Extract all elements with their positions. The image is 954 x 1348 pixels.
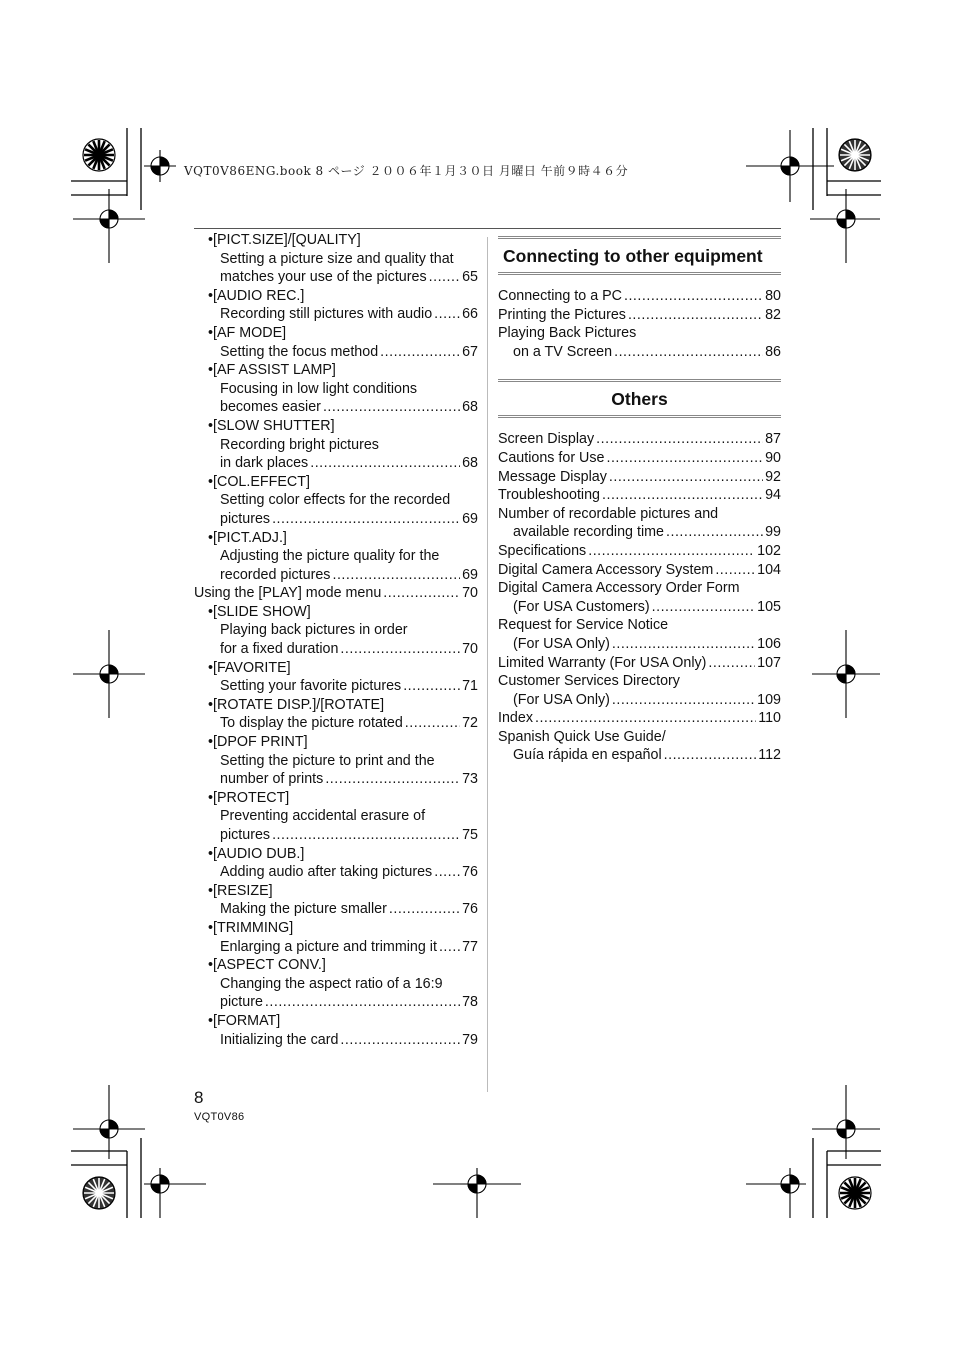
- toc-entry: [498, 505, 781, 524]
- toc-entry-text: • [AF MODE]: [213, 324, 287, 341]
- section-heading: Others: [498, 379, 781, 418]
- toc-entry: [498, 635, 781, 654]
- toc-entry-text: Guía rápida en español: [513, 747, 662, 764]
- toc-entry-text: Spanish Quick Use Guide/: [498, 728, 666, 745]
- section-spacer: [498, 361, 781, 379]
- toc-entry-text: Recording bright pictures: [220, 436, 379, 453]
- toc-page-number: 99: [765, 524, 781, 541]
- toc-entry-text: Cautions for Use: [498, 449, 605, 466]
- dot-leader: [340, 640, 460, 659]
- toc-entry: [498, 561, 781, 580]
- dot-leader: [265, 993, 460, 1012]
- toc-entry: [194, 770, 478, 789]
- dot-leader: [383, 584, 460, 603]
- toc-entry: [194, 436, 478, 455]
- toc-page-number: 68: [462, 455, 478, 472]
- toc-entry: [498, 672, 781, 691]
- toc-entry-text: • [COL.EFFECT]: [213, 473, 310, 490]
- toc-entry-text: Limited Warranty (For USA Only): [498, 654, 707, 671]
- dot-leader: [272, 510, 460, 529]
- dot-leader: [666, 523, 763, 542]
- toc-page-number: 70: [462, 641, 478, 658]
- toc-entry-text: (For USA Customers): [513, 598, 650, 615]
- toc-page-number: 76: [462, 864, 478, 881]
- dot-leader: [708, 654, 755, 673]
- toc-entry: [194, 882, 478, 901]
- toc-entry-text: Connecting to a PC: [498, 288, 622, 304]
- toc-entry-text: in dark places: [220, 455, 309, 472]
- toc-entry: [498, 306, 781, 325]
- toc-entry: [194, 305, 478, 324]
- toc-entry: [194, 510, 478, 529]
- toc-entry-text: • [AUDIO REC.]: [213, 287, 305, 304]
- toc-entry: [194, 324, 478, 343]
- toc-entry: [194, 807, 478, 826]
- toc-page-number: 105: [757, 598, 781, 615]
- toc-entry-text: Message Display: [498, 468, 607, 485]
- toc-entry-text: Setting a picture size and quality that: [220, 250, 454, 267]
- toc-entry: [194, 417, 478, 436]
- toc-entry-text: on a TV Screen: [513, 343, 613, 360]
- toc-entry: [498, 598, 781, 617]
- toc-entry-text: • [PICT.ADJ.]: [213, 529, 287, 546]
- toc-entry-text: available recording time: [513, 524, 664, 541]
- section-heading: Connecting to other equipment: [498, 236, 781, 275]
- toc-page-number: 94: [765, 487, 781, 504]
- dot-leader: [325, 770, 460, 789]
- toc-entry: [498, 449, 781, 468]
- toc-entry: [194, 473, 478, 492]
- toc-entry: [194, 343, 478, 362]
- toc-entry: [194, 696, 478, 715]
- toc-page-number: 92: [765, 468, 781, 485]
- toc-right-column: [498, 236, 781, 765]
- toc-page-number: 67: [462, 343, 478, 360]
- dot-leader: [609, 468, 763, 487]
- toc-entry-text: pictures: [220, 827, 271, 843]
- toc-entry-text: Changing the aspect ratio of a 16:9: [220, 975, 443, 992]
- toc-entry: [194, 361, 478, 380]
- dot-leader: [715, 561, 755, 580]
- dot-leader: [596, 430, 763, 449]
- toc-entry: [194, 733, 478, 752]
- toc-entry: [194, 603, 478, 622]
- toc-entry-text: Adding audio after taking pictures: [220, 864, 433, 881]
- toc-entry-text: Setting color effects for the recorded: [220, 492, 451, 509]
- toc-entry: [194, 789, 478, 808]
- toc-page-number: 66: [462, 306, 478, 323]
- toc-entry-text: To display the picture rotated: [220, 715, 403, 732]
- toc-entry-text: number of prints: [220, 771, 324, 788]
- toc-entry-text: becomes easier: [220, 399, 321, 416]
- toc-entry: [194, 621, 478, 640]
- toc-entry: [498, 654, 781, 673]
- toc-page-number: 76: [462, 901, 478, 918]
- toc-page-number: 82: [765, 306, 781, 323]
- toc-entry: [194, 1012, 478, 1031]
- dot-leader: [403, 677, 460, 696]
- toc-entry: [498, 468, 781, 487]
- document-code: VQT0V86: [194, 1111, 245, 1123]
- toc-entry-text: Specifications: [498, 542, 587, 559]
- toc-entry-text: Index: [498, 710, 533, 727]
- toc-entry: [194, 268, 478, 287]
- toc-page-number: 65: [462, 269, 478, 286]
- toc-entry-text: Setting the picture to print and the: [220, 752, 435, 769]
- toc-entry-text: Using the [PLAY] mode menu: [194, 585, 382, 602]
- toc-entry: [194, 677, 478, 696]
- toc-page-number: 102: [757, 542, 781, 559]
- toc-entry-text: Focusing in low light conditions: [220, 380, 418, 397]
- dot-leader: [628, 306, 763, 325]
- toc-page-number: 107: [757, 654, 781, 671]
- toc-page-number: 70: [462, 585, 478, 602]
- toc-page-number: 75: [462, 827, 478, 843]
- toc-page-number: 80: [765, 288, 781, 304]
- toc-page-number: 77: [462, 938, 478, 955]
- dot-leader: [323, 398, 460, 417]
- toc-entry-text: Printing the Pictures: [498, 306, 626, 323]
- dot-leader: [652, 598, 756, 617]
- dot-leader: [310, 454, 460, 473]
- toc-entry-text: Request for Service Notice: [498, 617, 669, 634]
- toc-entry: [194, 250, 478, 269]
- toc-entry-text: • [ROTATE DISP.]/[ROTATE]: [213, 696, 385, 713]
- toc-entry: [498, 430, 781, 449]
- top-rule: [194, 228, 781, 229]
- toc-entry: [194, 398, 478, 417]
- toc-entry: [498, 542, 781, 561]
- toc-entry: [194, 529, 478, 548]
- toc-page-number: 90: [765, 449, 781, 466]
- toc-entry: [194, 993, 478, 1012]
- toc-entry-text: (For USA Only): [513, 691, 610, 708]
- toc-entry-text: Digital Camera Accessory System: [498, 561, 714, 578]
- toc-entry-text: matches your use of the pictures: [220, 269, 427, 286]
- toc-entry-text: • [SLIDE SHOW]: [213, 603, 311, 620]
- dot-leader: [389, 900, 460, 919]
- toc-entry: [194, 826, 478, 845]
- toc-entry: [194, 584, 478, 603]
- toc-page-number: 68: [462, 399, 478, 416]
- dot-leader: [664, 746, 757, 765]
- toc-entry-text: Adjusting the picture quality for the: [220, 548, 440, 565]
- dot-leader: [272, 826, 460, 845]
- toc-entry: [194, 640, 478, 659]
- toc-entry-text: Recording still pictures with audio: [220, 306, 433, 323]
- toc-entry: [194, 975, 478, 994]
- toc-entry: [194, 454, 478, 473]
- toc-entry: [498, 709, 781, 728]
- toc-page-number: 106: [757, 635, 781, 652]
- toc-page-number: 87: [765, 431, 781, 448]
- toc-entry: [498, 616, 781, 635]
- toc-entry-text: Customer Services Directory: [498, 673, 680, 690]
- dot-leader: [535, 709, 756, 728]
- dot-leader: [340, 1031, 460, 1050]
- toc-entry-text: Screen Display: [498, 431, 595, 448]
- toc-entry-text: Initializing the card: [220, 1031, 339, 1048]
- toc-entry-text: • [FORMAT]: [213, 1012, 281, 1029]
- dot-leader: [614, 343, 763, 362]
- toc-entry: [498, 728, 781, 747]
- toc-page-number: 104: [757, 561, 781, 578]
- toc-left-column: [194, 231, 478, 1049]
- dot-leader: [434, 305, 460, 324]
- toc-entry-text: Setting the focus method: [220, 343, 379, 360]
- toc-entry-text: • [RESIZE]: [213, 882, 273, 899]
- toc-entry: [498, 523, 781, 542]
- toc-entry: [194, 287, 478, 306]
- toc-page-number: 69: [462, 510, 478, 527]
- dot-leader: [624, 287, 763, 306]
- print-info-header: VQT0V86ENG.book 8 ページ ２００６年１月３０日 月曜日 午前９時４６分: [184, 164, 629, 178]
- toc-entry: [194, 547, 478, 566]
- toc-entry-text: pictures: [220, 510, 271, 527]
- toc-page-number: 110: [758, 710, 781, 727]
- toc-entry: [498, 486, 781, 505]
- dot-leader: [429, 268, 460, 287]
- toc-entry-text: Enlarging a picture and trimming it: [220, 938, 437, 955]
- toc-entry-text: • [PROTECT]: [213, 789, 290, 806]
- toc-entry: [498, 324, 781, 343]
- toc-entry: [194, 714, 478, 733]
- toc-entry-text: Setting your favorite pictures: [220, 678, 402, 695]
- toc-entry: [194, 752, 478, 771]
- toc-page-number: 69: [462, 566, 478, 583]
- dot-leader: [380, 343, 460, 362]
- toc-entry: [194, 863, 478, 882]
- page-number: 8: [194, 1088, 204, 1107]
- toc-entry: [194, 231, 478, 250]
- toc-entry: [498, 287, 781, 306]
- toc-page-number: 78: [462, 994, 478, 1011]
- toc-page-number: 71: [462, 678, 478, 695]
- toc-entry: [194, 491, 478, 510]
- dot-leader: [602, 486, 763, 505]
- toc-entry: [194, 566, 478, 585]
- dot-leader: [612, 691, 755, 710]
- dot-leader: [434, 863, 460, 882]
- toc-entry-text: Making the picture smaller: [220, 901, 387, 918]
- toc-entry: [498, 579, 781, 598]
- toc-page-number: 73: [462, 771, 478, 788]
- dot-leader: [332, 566, 460, 585]
- toc-entry: [194, 1031, 478, 1050]
- toc-page-number: 112: [758, 747, 781, 764]
- toc-entry-text: Troubleshooting: [498, 487, 600, 504]
- toc-entry: [194, 919, 478, 938]
- toc-entry-text: Digital Camera Accessory Order Form: [498, 580, 740, 597]
- toc-page-number: 72: [462, 715, 478, 732]
- toc-entry: [194, 659, 478, 678]
- toc-entry: [194, 956, 478, 975]
- toc-entry-text: Playing Back Pictures: [498, 325, 637, 342]
- dot-leader: [405, 714, 460, 733]
- toc-page-number: 86: [765, 343, 781, 360]
- toc-entry-text: • [PICT.SIZE]/[QUALITY]: [213, 232, 361, 248]
- toc-entry: [194, 845, 478, 864]
- toc-entry-text: Preventing accidental erasure of: [220, 808, 426, 825]
- dot-leader: [439, 938, 460, 957]
- toc-entry-text: Playing back pictures in order: [220, 622, 408, 639]
- toc-entry: [194, 380, 478, 399]
- toc-entry-text: Number of recordable pictures and: [498, 505, 719, 522]
- column-divider: [487, 237, 488, 1092]
- toc-entry: [498, 343, 781, 362]
- toc-entry-text: for a fixed duration: [220, 641, 339, 658]
- toc-entry-text: • [AF ASSIST LAMP]: [213, 362, 336, 379]
- toc-entry-text: (For USA Only): [513, 635, 610, 652]
- toc-page-number: 109: [757, 691, 781, 708]
- toc-entry-text: • [DPOF PRINT]: [213, 734, 308, 751]
- toc-entry-text: • [SLOW SHUTTER]: [213, 417, 335, 434]
- toc-entry-text: • [AUDIO DUB.]: [213, 845, 305, 862]
- toc-entry: [194, 938, 478, 957]
- toc-entry-text: recorded pictures: [220, 566, 331, 583]
- toc-entry-text: • [TRIMMING]: [213, 919, 294, 936]
- toc-entry: [194, 900, 478, 919]
- dot-leader: [588, 542, 755, 561]
- toc-entry-text: picture: [220, 994, 263, 1011]
- toc-entry: [498, 746, 781, 765]
- toc-entry: [498, 691, 781, 710]
- dot-leader: [606, 449, 763, 468]
- toc-entry-text: • [ASPECT CONV.]: [213, 957, 326, 974]
- toc-entry-text: • [FAVORITE]: [213, 659, 291, 676]
- dot-leader: [612, 635, 755, 654]
- toc-page-number: 79: [462, 1031, 478, 1048]
